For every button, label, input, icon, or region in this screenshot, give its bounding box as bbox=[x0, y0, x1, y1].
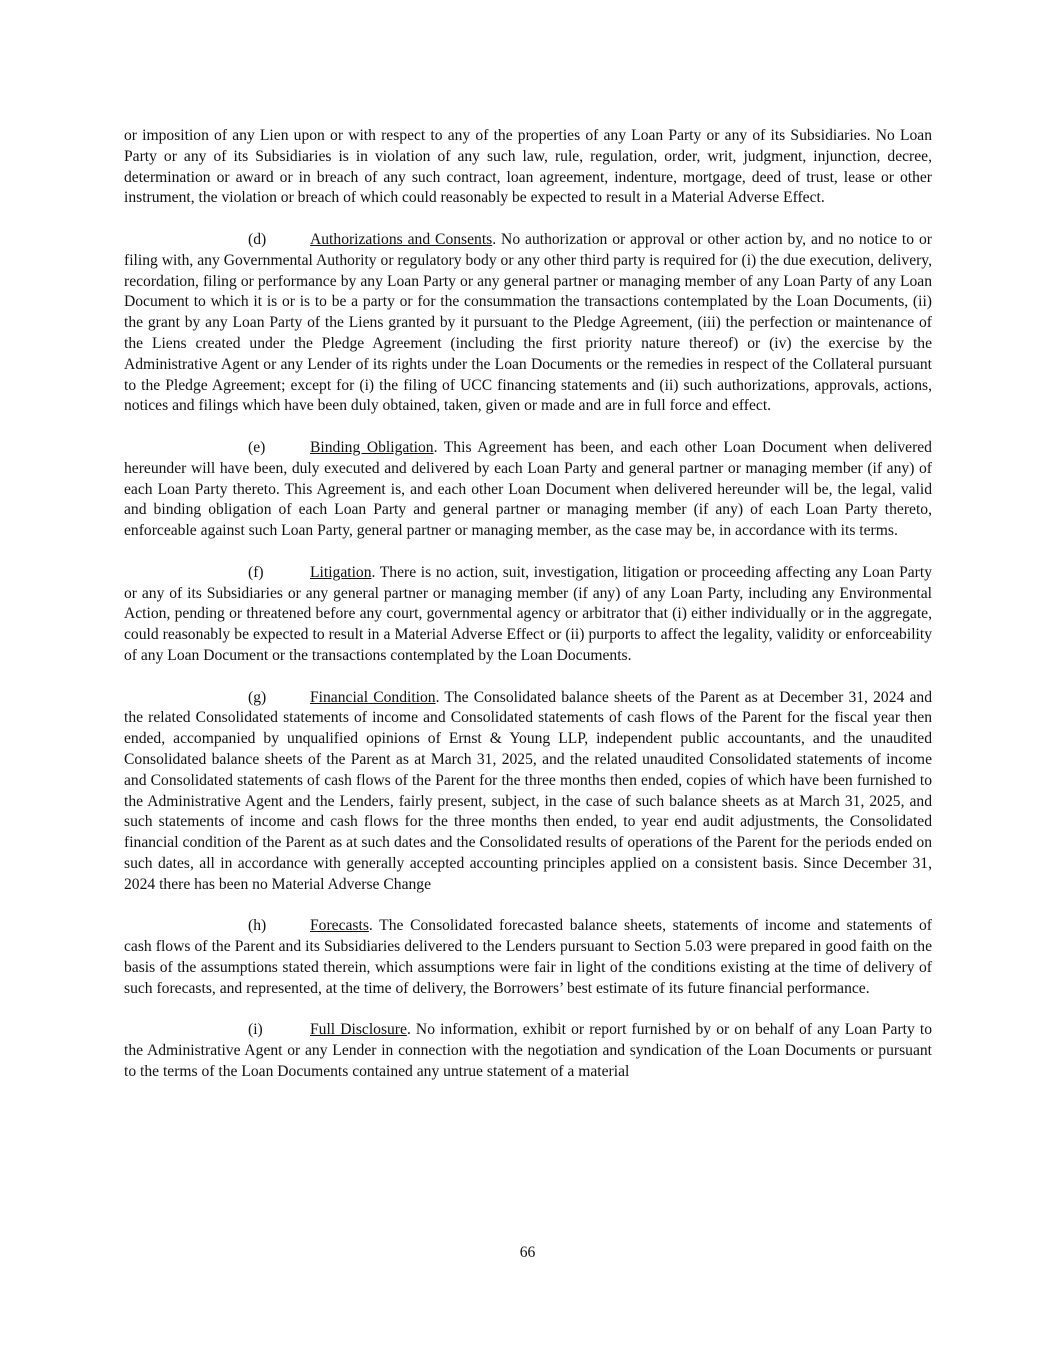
paragraph-e bbox=[124, 438, 932, 542]
paragraph-body: . No authorization or approval or other action by, and no notice to or filing with, any Governmental Authority or regulatory body or any other third party is required for (i) the due execution, delivery, recordation, filing or performance by any Loan Party or any general partner or managing member of any Loan Party of any Loan Document to which it is or is to be a party or for the consummation the transactions contemplated by the Loan Documents, (ii) the grant by any Loan Party of the Liens granted by it pursuant to the Pledge Agreement, (iii) the perfection or maintenance of the Liens created under the Pledge Agreement (including the first priority nature thereof) or (iv) the exercise by the Administrative Agent or any Lender of its rights under the Loan Documents or the remedies in respect of the Collateral pursuant to the Pledge Agreement; except for (i) the filing of UCC financing statements and (ii) such authorizations, approvals, actions, notices and filings which have been duly obtained, taken, given or made and are in full force and effect. bbox=[124, 230, 932, 415]
paragraph-heading: Forecasts bbox=[310, 917, 369, 935]
paragraph-i bbox=[124, 1020, 932, 1082]
paragraph-body: . No information, exhibit or report furnished by or on behalf of any Loan Party to the Administrative Agent or any Lender in connection with the negotiation and syndication of the Loan Documents or pursuant to the terms of the Loan Documents contained any untrue statement of a material bbox=[124, 1021, 933, 1080]
paragraph-body: . There is no action, suit, investigation, litigation or proceeding affecting any Loan Party or any of its Subsidiaries or any general partner or managing member (if any) of any Loan Party, including any Environmental Action, pending or threatened before any court, governmental agency or arbitrator that (i) either individually or in the aggregate, could reasonably be expected to result in a Material Adverse Effect or (ii) purports to affect the legality, validity or enforceability of any Loan Document or the transactions contemplated by the Loan Documents. bbox=[124, 563, 932, 664]
paragraph-heading: Litigation bbox=[310, 563, 372, 581]
paragraph-number: (e) bbox=[248, 438, 266, 456]
paragraph-heading: Binding Obligation bbox=[310, 438, 434, 456]
paragraph-body: . The Consolidated forecasted balance sheets, statements of income and statements of cash flows of the Parent and its Subsidiaries delivered to the Lenders pursuant to Section 5.03 were prepared in good faith on the basis of the assumptions stated therein, which assumptions were fair in light of the conditions existing at the time of delivery of such forecasts, and represented, at the time of delivery, the Borrowers’ best estimate of its future financial performance. bbox=[124, 917, 932, 997]
paragraph-body: or imposition of any Lien upon or with respect to any of the properties of any Loan Party or any of its Subsidiaries. No Loan Party or any of its Subsidiaries is in violation of any such law, rule, regulation, order, writ, judgment, injunction, decree, determination or award or in breach of any such contract, loan agreement, indenture, mortgage, deed of trust, lease or other instrument, the violation or breach of which could reasonably be expected to result in a Material Adverse Effect. bbox=[124, 127, 932, 207]
paragraph-heading: Authorizations and Consents bbox=[310, 230, 493, 248]
page-number: 66 bbox=[519, 1244, 536, 1261]
paragraph-h bbox=[124, 916, 932, 999]
paragraph-body: . The Consolidated balance sheets of the Parent as at December 31, 2024 and the related Consolidated statements of income and Consolidated statements of cash flows of the Parent for the fiscal year then ended, accompanied by unqualified opinions of Ernst & Young LLP, independent public accountants, and the unaudited Consolidated balance sheets of the Parent as at March 31, 2025, and the related unaudited Consolidated statements of income and Consolidated statements of cash flows of the Parent for the three months then ended, copies of which have been furnished to the Administrative Agent and the Lenders, fairly present, subject, in the case of such balance sheets as at March 31, 2025, and such statements of income and cash flows for the three months then ended, to year end audit adjustments, the Consolidated financial condition of the Parent as at such dates and the Consolidated results of operations of the Parent for the periods ended on such dates, all in accordance with generally accepted accounting principles applied on a consistent basis. Since December 31, 2024 there has been no Material Adverse Change bbox=[124, 688, 932, 893]
document-body bbox=[124, 126, 932, 1103]
paragraph-number: (f) bbox=[248, 563, 264, 581]
paragraph-number: (g) bbox=[248, 688, 267, 706]
paragraph-number: (h) bbox=[248, 917, 267, 935]
paragraph-number: (i) bbox=[248, 1021, 263, 1039]
paragraph-continued bbox=[124, 126, 932, 209]
paragraph-g bbox=[124, 688, 932, 896]
paragraph-body: . This Agreement has been, and each other Loan Document when delivered hereunder will have been, duly executed and delivered by each Loan Party and general partner or managing member (if any) of each Loan Party thereto. This Agreement is, and each other Loan Document when delivered hereunder will be, the legal, valid and binding obligation of each Loan Party and general partner or managing member (if any) of each Loan Party thereto, enforceable against such Loan Party, general partner or managing member, as the case may be, in accordance with its terms. bbox=[124, 438, 932, 540]
paragraph-f bbox=[124, 563, 932, 667]
paragraph-heading: Full Disclosure bbox=[310, 1021, 407, 1039]
paragraph-d bbox=[124, 230, 932, 417]
paragraph-heading: Financial Condition bbox=[310, 688, 436, 706]
paragraph-number: (d) bbox=[248, 230, 267, 248]
